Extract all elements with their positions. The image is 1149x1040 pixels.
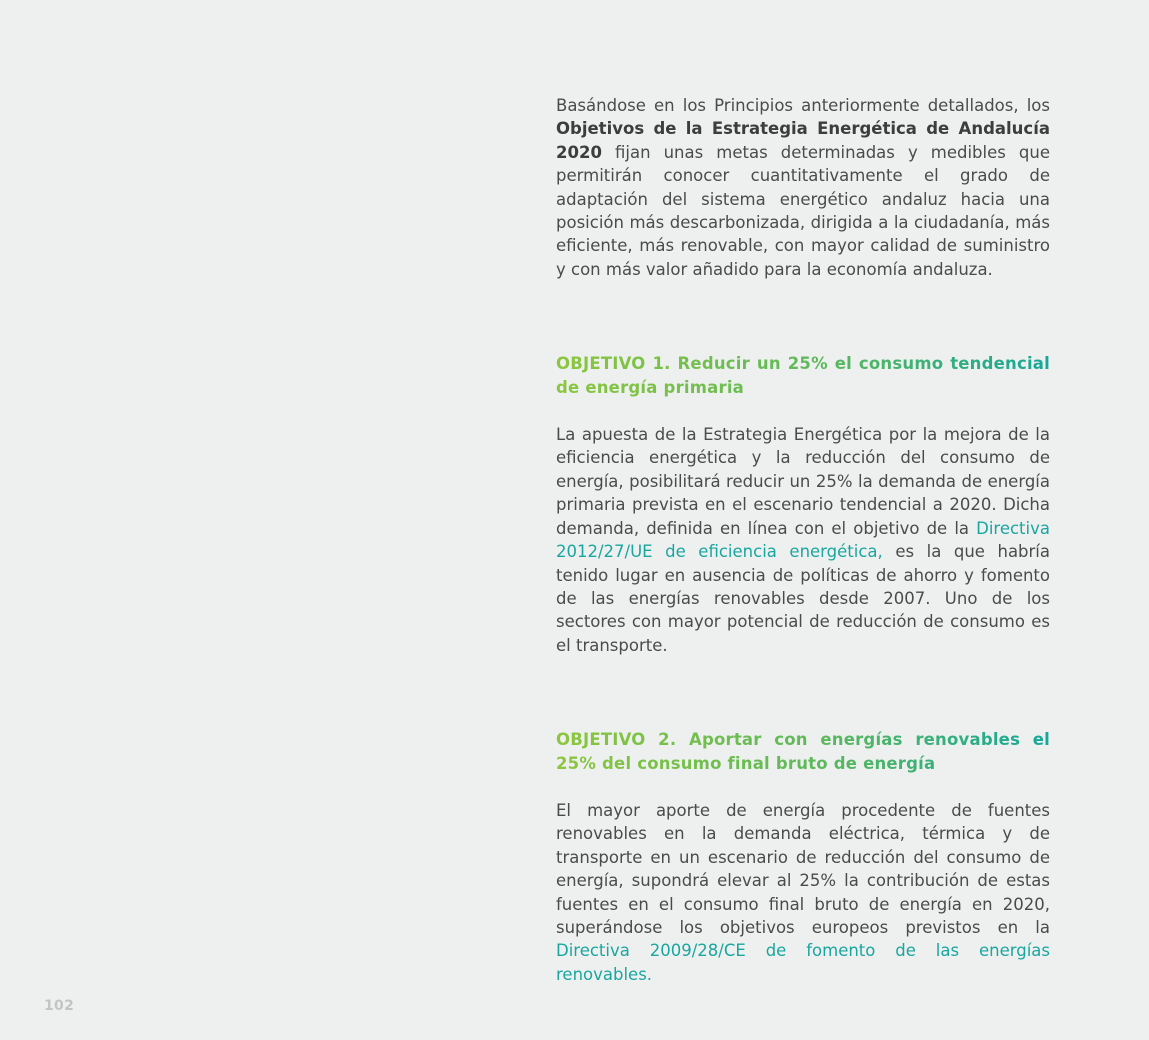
directiva-2012-27-ue-link[interactable]: Directiva 2012/27/UE de eficiencia energética,	[556, 518, 1050, 562]
objective-1-paragraph	[556, 423, 1050, 657]
objective-1-text-end: es la que habría tenido lugar en ausencia de políticas de ahorro y fomento de las energías renovables desde 2007. Uno de los sectores con mayor potencial de reducción de consumo es el transporte.	[556, 542, 1051, 655]
objective-1-text-start: La apuesta de la Estrategia Energética por la mejora de la eficiencia energética y la reducción del consumo de energía, posibilitará reducir un 25% la demanda de energía primaria prevista en el escenario tendencial a 2020. Dicha demanda, definida en línea con el objetivo de la	[556, 425, 1050, 538]
intro-text-end: fijan unas metas determinadas y medibles que permitirán conocer cuantitativamente el grado de adaptación del sistema energético andaluz hacia una posición más descarbonizada, dirigida a la ciudadanía, más eficiente, más renovable, con mayor calidad de suministro y con más valor añadido para la economía andaluza.	[556, 142, 1050, 279]
objective-2-text-start: El mayor aporte de energía procedente de fuentes renovables en la demanda eléctrica, térmica y de transporte en un escenario de reducción del consumo de energía, supondrá elevar al 25% la contribución de estas fuentes en el consumo final bruto de energía en 2020, superándose los objetivos europeos previstos en la	[556, 800, 1050, 937]
intro-bold-title: Objetivos de la Estrategia Energética de Andalucía 2020	[556, 119, 1050, 162]
intro-paragraph	[556, 94, 1050, 281]
intro-text-start: Basándose en los Principios anteriormente detallados, los	[556, 96, 1050, 115]
directiva-2009-28-ce-link[interactable]: Directiva 2009/28/CE de fomento de las energías renovables.	[556, 941, 1050, 984]
objective-1-heading: OBJETIVO 1. Reducir un 25% el consumo tendencial de energía primaria	[556, 352, 1050, 399]
text-column	[556, 94, 1050, 986]
objective-2-paragraph	[556, 799, 1050, 986]
page-number: 102	[44, 998, 75, 1014]
objective-2-heading: OBJETIVO 2. Aportar con energías renovables el 25% del consumo final bruto de energía	[556, 728, 1050, 775]
